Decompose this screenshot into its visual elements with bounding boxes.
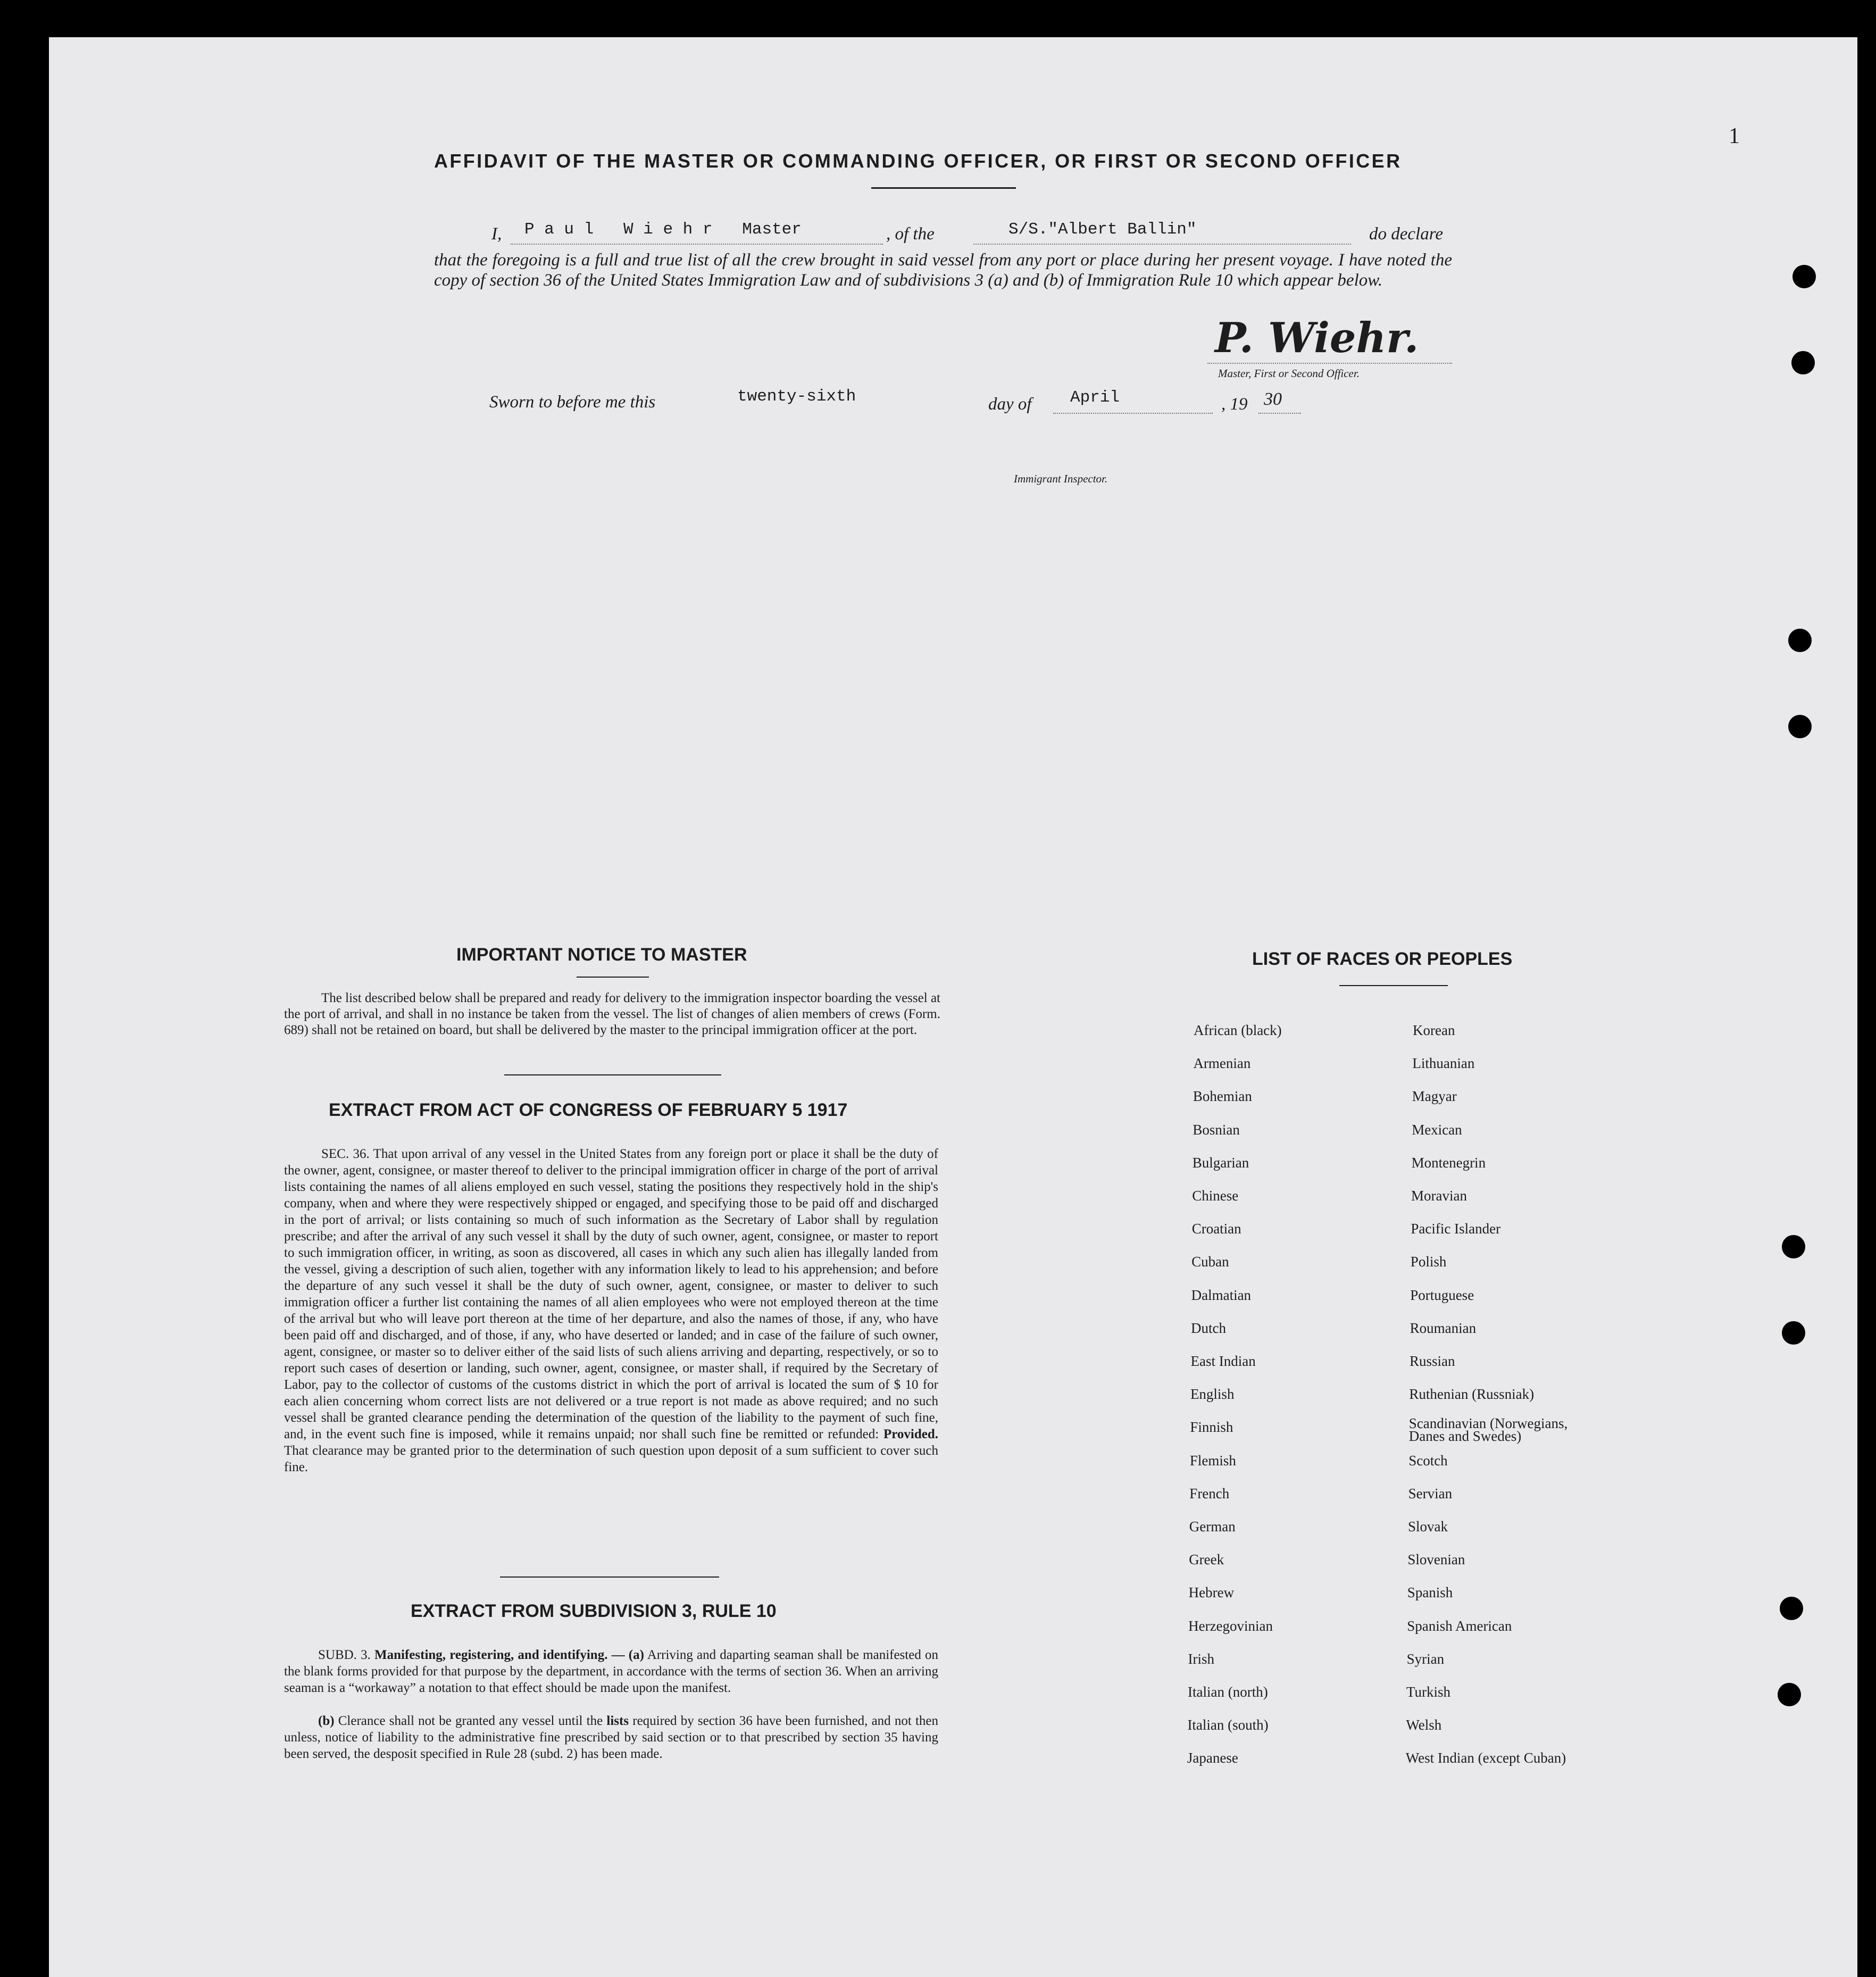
inspector-caption: Immigrant Inspector. [1014,472,1108,485]
race-item: Korean [1413,1022,1455,1038]
race-item: Hebrew [1188,1584,1235,1601]
race-item: Lithuanian [1412,1055,1475,1072]
rule10-b-text1: Clerance shall not be granted any vessel until the [338,1714,603,1728]
race-item: Italian (south) [1187,1717,1269,1733]
race-item: Armenian [1193,1055,1251,1072]
sworn-day: twenty-sixth [737,387,856,406]
race-item: German [1189,1519,1236,1534]
act-title: EXTRACT FROM ACT OF CONGRESS OF FEBRUARY 5 1917 [329,1100,848,1120]
race-item: Greek [1189,1551,1224,1568]
year-line [1258,413,1301,414]
race-item: Spanish American [1407,1617,1512,1634]
race-item: Montenegrin [1411,1154,1486,1171]
races-title: LIST OF RACES OR PEOPLES [1252,949,1513,969]
act-body-end: That clearance may be granted prior to the determination of such question upon deposit of a sum sufficient to cover such fine. [284,1444,938,1474]
rule10-b-text2: required by section 36 have been furnished, and not then unless, notice of liability to the administrative fine prescribed by said section or to that prescribed by section 35 having been served, the desposit specified in Rule 28 (subd. 2) has been made. [284,1714,939,1761]
signature-line [1207,363,1452,364]
rule10-subd: SUBD. 3. [318,1648,371,1662]
punch-hole [1792,265,1816,288]
day-of-label: day of [988,395,1032,414]
races-rule [1339,985,1448,986]
master-name-line [511,244,883,245]
race-item: Mexican [1412,1121,1462,1138]
race-item: Bulgarian [1192,1154,1249,1171]
race-item: Portuguese [1410,1287,1474,1303]
vessel-name: S/S."Albert Ballin" [1008,220,1197,239]
race-item: Moravian [1411,1188,1467,1204]
sworn-month-line [1053,413,1213,414]
race-item: Spanish [1407,1584,1453,1601]
race-item: French [1189,1485,1230,1501]
page-mark: 1 [1729,124,1740,148]
race-item: Bosnian [1193,1121,1240,1138]
master-signature: P. Wiehr. [1215,314,1419,362]
race-item: Turkish [1406,1684,1451,1700]
notice-separator [504,1074,721,1075]
race-item: Russian [1410,1353,1455,1369]
race-item: Irish [1188,1650,1215,1667]
race-item: Magyar [1412,1088,1457,1105]
affidavit-i: I, [491,224,502,244]
affidavit-title: AFFIDAVIT OF THE MASTER OR COMMANDING OFFICER, OR FIRST OR SECOND OFFICER [434,150,1402,172]
race-item: Servian [1408,1485,1453,1501]
race-item: Dalmatian [1191,1287,1252,1303]
race-item: Pacific Islander [1411,1221,1501,1237]
do-declare-label: do declare [1369,224,1443,244]
rule10-b [284,1713,938,1762]
rule10-b-lead: (b) [318,1714,335,1728]
act-text [284,1146,938,1475]
race-item: Polish [1410,1254,1447,1270]
sworn-month: April [1070,388,1120,407]
race-item: Herzegovinian [1188,1617,1273,1634]
sworn-label: Sworn to before me this [489,393,656,412]
rule10-heading: Manifesting, registering, and identifying. [374,1648,608,1662]
race-item: Cuban [1191,1254,1229,1270]
race-item: English [1190,1386,1235,1403]
of-the-label: , of the [886,224,935,244]
notice-title: IMPORTANT NOTICE TO MASTER [456,945,747,965]
race-item: Welsh [1406,1717,1442,1733]
race-item: Slovak [1408,1519,1448,1534]
act-provided: Provided. [883,1427,938,1441]
race-item: Dutch [1191,1320,1227,1336]
race-item: Flemish [1189,1452,1236,1469]
race-item: Croatian [1191,1221,1241,1237]
year-prefix: , 19 [1221,395,1248,414]
race-item: Japanese [1187,1750,1238,1766]
punch-hole [1788,629,1812,652]
race-item: African (black) [1194,1022,1282,1038]
race-item: Bohemian [1193,1088,1252,1105]
race-item: Slovenian [1407,1551,1465,1568]
notice-text: The list described below shall be prepared and ready for delivery to the immigration inspector boarding the vessel at the port of arrival, and shall in no instance be taken from the vessel. The list of changes of alien members of crews (Form. 689) shall not be retained on board, but shall be delivered by the master to the principal immigration officer at the port. [284,991,940,1037]
race-item: Scotch [1408,1452,1448,1469]
punch-hole [1778,1683,1801,1706]
race-item: East Indian [1190,1353,1256,1369]
race-item: Roumanian [1410,1320,1477,1336]
race-item: Syrian [1406,1650,1445,1667]
affidavit-body: that the foregoing is a full and true list of all the crew brought in said vessel from any port or place during her present voyage. I have noted the copy of section 36 of the United States Immigration Law and of subdivisions 3 (a) and (b) of Immigration Rule 10 which appear below. [434,251,1452,290]
year-suffix: 30 [1264,389,1282,409]
title-rule [871,187,1016,189]
rule10-a-lead: — (a) [611,1648,644,1662]
punch-hole [1782,1321,1805,1345]
act-body: SEC. 36. That upon arrival of any vessel in the United States from any foreign port or place it shall be the duty of the owner, agent, consignee, or master thereof to deliver to the principal immigration officer in charge of the port of arrival lists containing the names of all aliens employed en such vessel, stating the positions they respectively hold in the ship's company, when and where they were respectively shipped or engaged, and specifying those to be paid off and discharged in the port of arrival; or lists containing so much of such information as the Secretary of Labor shall by regulation prescribe; and after the arrival of any such vessel it shall by the duty of such owner, agent, consignee, or master to report to such immigration officer, in writing, as soon as discovered, all cases in which any such alien has illegally landed from the vessel, giving a description of such alien, together with any information likely to lead to his apprehension; and before the departure of any such vessel it shall be the duty of such owner, agent, consignee, or master to deliver to such immigration officer a further list containing the names of all alien employees who were not employed thereon at the time of the arrival but who will leave port thereon at the time of her departure, and also the names of those, if any, who have been paid off and discharged, and of those, if any, who have deserted or landed; and in case of the failure of such owner, agent, consignee, or master so to deliver either of the said lists of such aliens arriving and departing, respectively, or so to report such cases of desertion or landing, such owner, agent, consignee, or master shall, if required by the Secretary of Labor, pay to the collector of customs of the customs district in which the port of arrival is located the sum of $ 10 for each alien concerning whom correct lists are not delivered or a true report is not made as above required; and no such vessel shall be granted clearance pending the determination of the question of the liability to the payment of such fine, and, in the event such fine is imposed, while it remains unpaid; nor shall such fine be remitted or refunded: [284,1147,938,1441]
rule10-a-text: Arriving and daparting seaman shall be manifested on the blank forms provided for that purpose by the department, in accordance with the terms of section 36. When an arriving seaman is a “workaway” a notation to that effect should be made upon the manifest. [284,1648,938,1695]
notice-rule [577,977,649,978]
punch-hole [1782,1235,1805,1258]
act-separator [500,1576,719,1578]
race-item: Scandinavian (Norwegians, Danes and Swedes) [1408,1415,1568,1445]
vessel-line [973,244,1351,245]
race-item: Italian (north) [1188,1684,1268,1700]
master-name: P a u l W i e h r Master [524,220,802,239]
rule10-title: EXTRACT FROM SUBDIVISION 3, RULE 10 [411,1601,777,1621]
punch-hole [1788,715,1812,738]
rule10-a [284,1647,938,1696]
race-item: Ruthenian (Russniak) [1409,1386,1535,1403]
rule10-b-lists: lists [606,1714,629,1728]
race-item: Finnish [1190,1419,1233,1436]
race-item: Chinese [1192,1188,1239,1204]
signature-caption: Master, First or Second Officer. [1218,367,1360,380]
punch-hole [1791,351,1815,374]
punch-hole [1780,1597,1803,1620]
race-item: West Indian (except Cuban) [1405,1750,1566,1766]
